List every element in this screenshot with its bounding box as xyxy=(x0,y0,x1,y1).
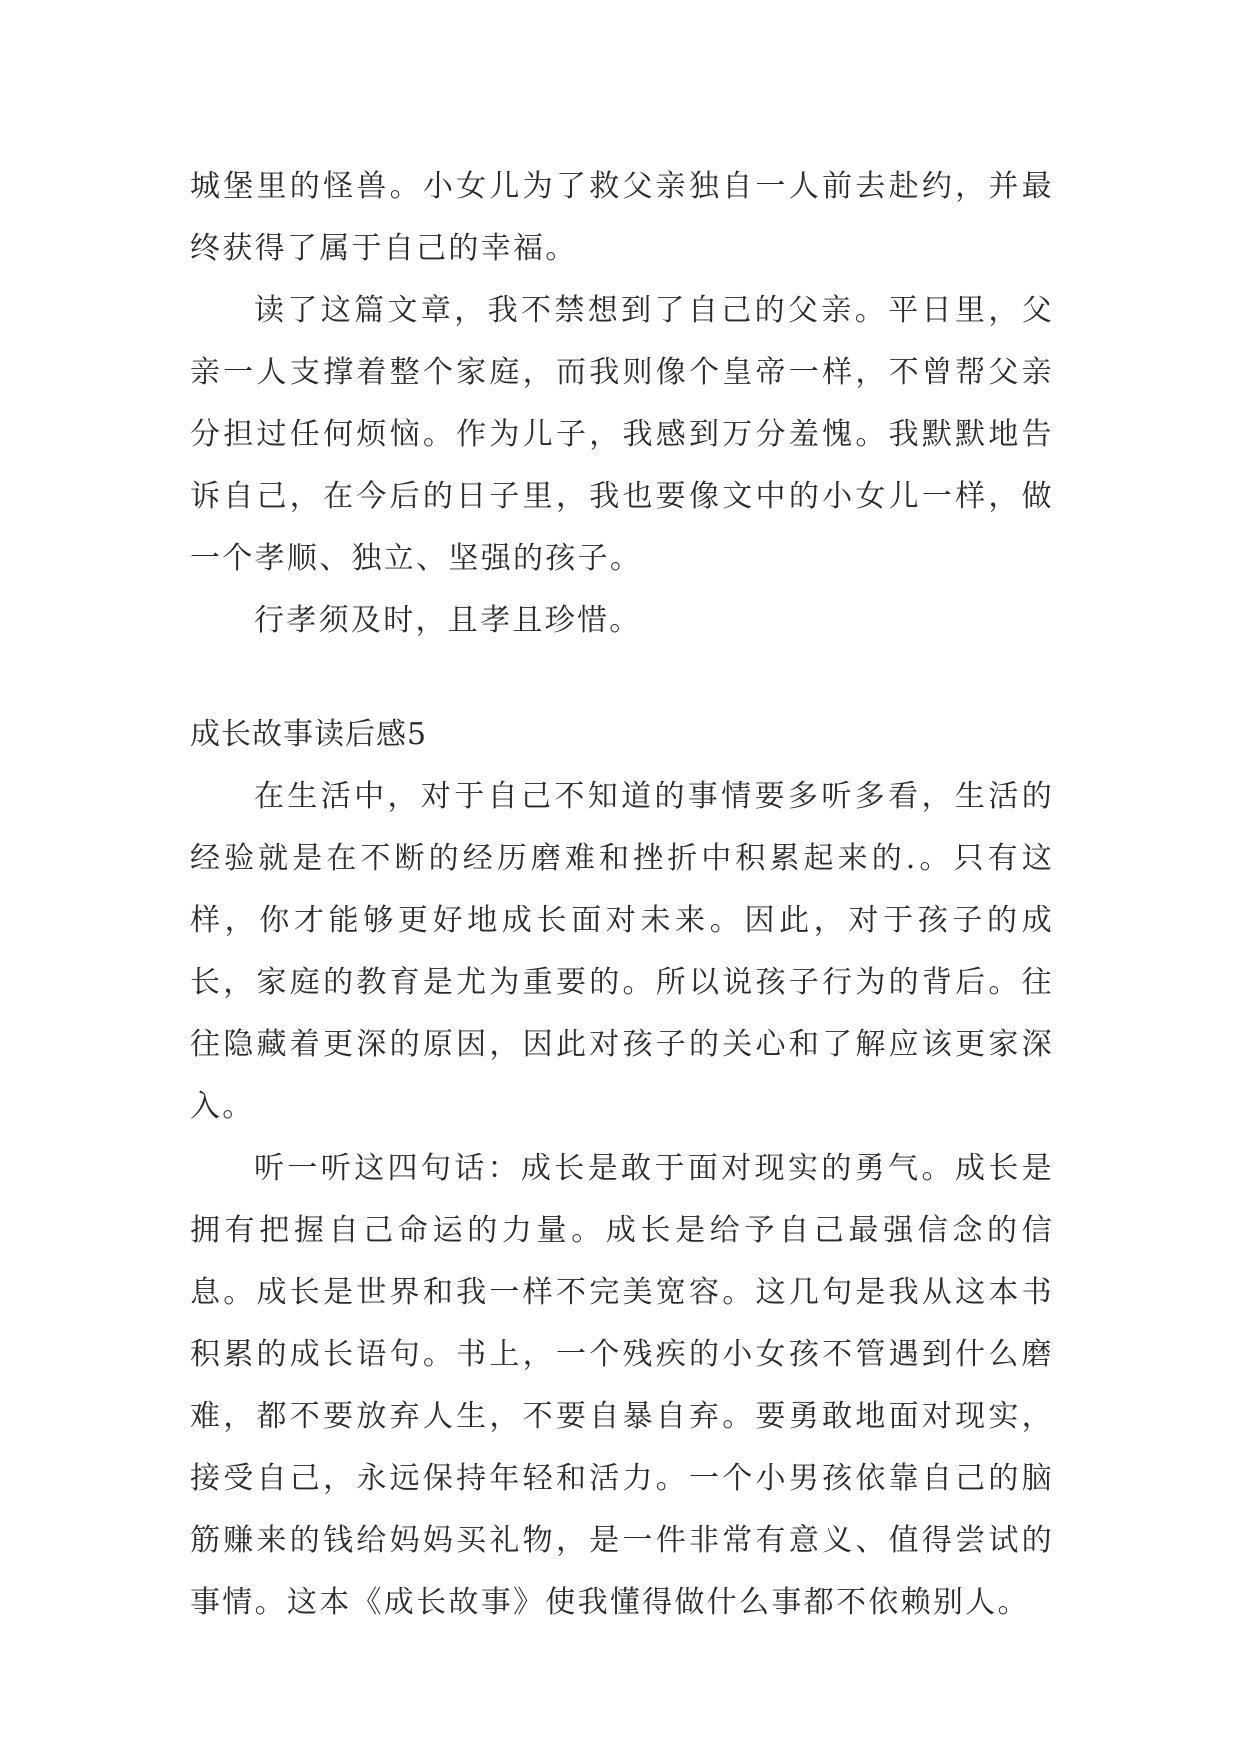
paragraph-continuation: 城堡里的怪兽。小女儿为了救父亲独自一人前去赴约，并最终获得了属于自己的幸福。 xyxy=(190,169,1054,266)
paragraph-closing: 行孝须及时，且孝且珍惜。 xyxy=(254,603,642,638)
document-page xyxy=(190,156,1054,1634)
section-spacer xyxy=(190,652,1054,704)
section-title: 成长故事读后感5 xyxy=(190,717,428,752)
paragraph-four-sentences: 听一听这四句话：成长是敢于面对现实的勇气。成长是拥有把握自己命运的力量。成长是给予自己最强信念的信息。成长是世界和我一样不完美宽容。这几句是我从这本书积累的成长语句。书上，一个残疾的小女孩不管遇到什么磨难，都不要放弃人生，不要自暴自弃。要勇敢地面对现实，接受自己，永远保持年轻和活力。一个小男孩依靠自己的脑筋赚来的钱给妈妈买礼物，是一件非常有意义、值得尝试的事情。这本《成长故事》使我懂得做什么事都不依赖别人。 xyxy=(190,1151,1054,1620)
paragraph-life-experience: 在生活中，对于自己不知道的事情要多听多看，生活的经验就是在不断的经历磨难和挫折中积累起来的.。只有这样，你才能够更好地成长面对未来。因此，对于孩子的成长，家庭的教育是尤为重要的。所以说孩子行为的背后。往往隐藏着更深的原因，因此对孩子的关心和了解应该更家深入。 xyxy=(190,779,1054,1124)
paragraph-reflection: 读了这篇文章，我不禁想到了自己的父亲。平日里，父亲一人支撑着整个家庭，而我则像个皇帝一样，不曾帮父亲分担过任何烦恼。作为儿子，我感到万分羞愧。我默默地告诉自己，在今后的日子里，我也要像文中的小女儿一样，做一个孝顺、独立、坚强的孩子。 xyxy=(190,293,1054,576)
